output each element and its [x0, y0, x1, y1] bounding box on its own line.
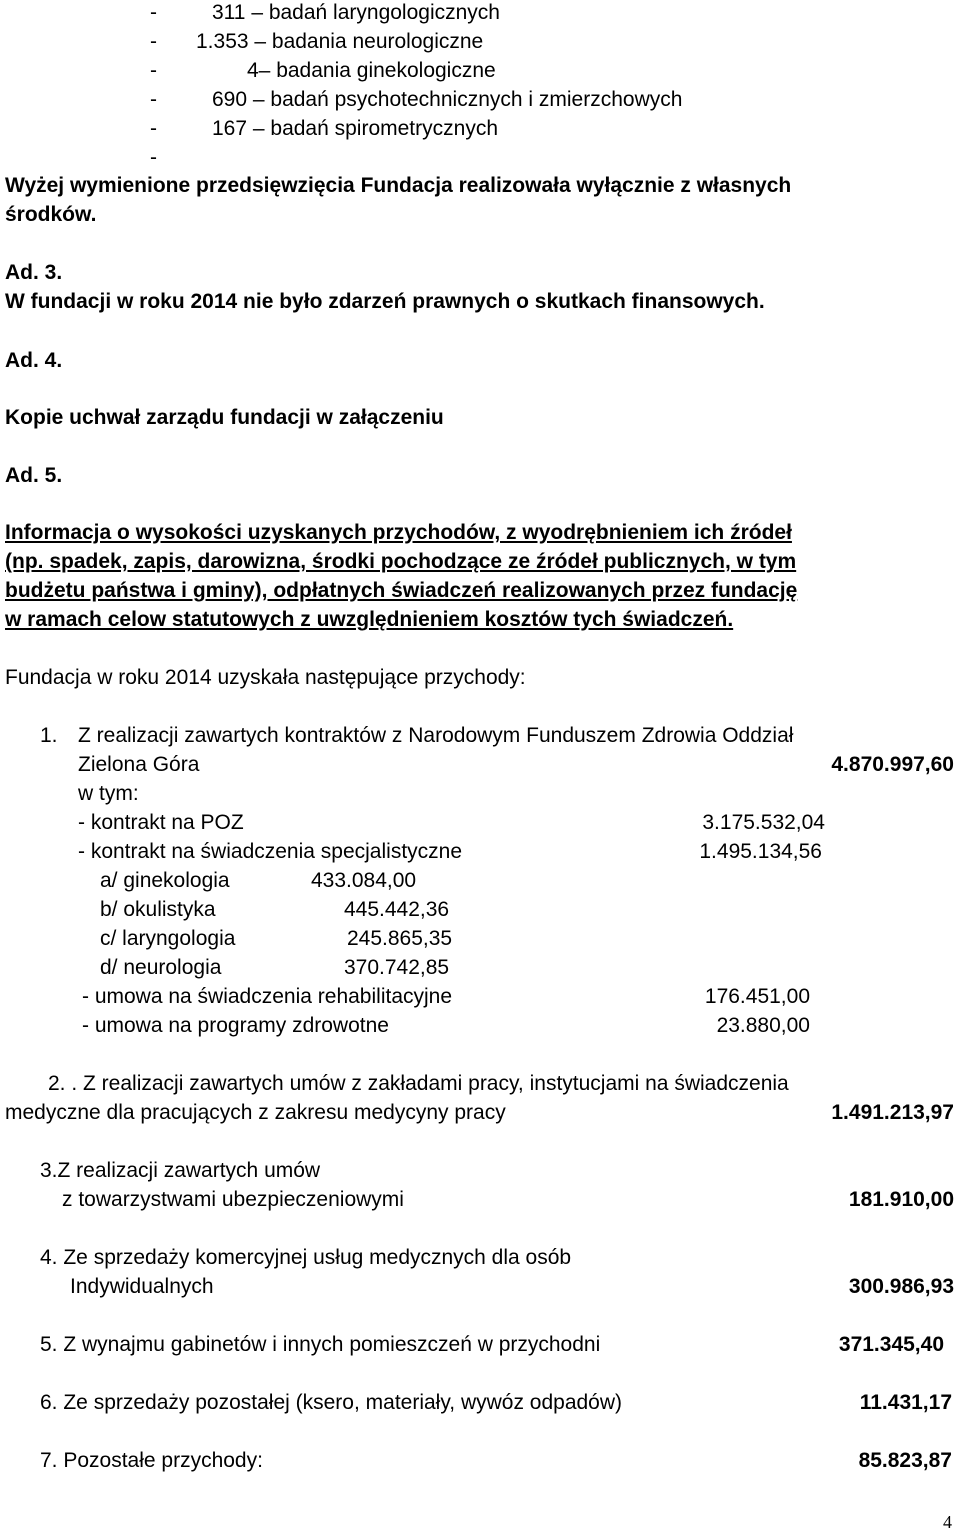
- list-item: 311 – badań laryngologicznych: [212, 1, 500, 24]
- ad5-heading-line: w ramach celow statutowych z uwzględnieniem kosztów tych świadczeń.: [5, 608, 734, 631]
- list-item: 167 – badań spirometrycznych: [212, 117, 498, 140]
- item-title: medyczne dla pracujących z zakresu medycyny pracy: [5, 1101, 506, 1124]
- sub-value: 176.451,00: [704, 985, 810, 1008]
- specialty-value: 445.442,36: [344, 898, 450, 921]
- section-heading-ad5: Ad. 5.: [5, 464, 63, 487]
- specialty-value: 370.742,85: [344, 956, 450, 979]
- in-which-label: w tym:: [78, 782, 139, 805]
- item-title: 4. Ze sprzedaży komercyjnej usług medycznych dla osób: [40, 1246, 572, 1269]
- specialty-label: d/ neurologia: [100, 956, 222, 979]
- funding-note-line: środków.: [5, 203, 97, 226]
- list-dash: -: [150, 88, 157, 111]
- item-title: Z realizacji zawartych kontraktów z Narodowym Funduszem Zdrowia Oddział: [78, 724, 794, 747]
- item-title: 2. . Z realizacji zawartych umów z zakładami pracy, instytucjami na świadczenia: [48, 1072, 789, 1095]
- sub-label: - umowa na programy zdrowotne: [82, 1014, 389, 1037]
- item-total: 11.431,17: [859, 1391, 952, 1414]
- list-dash: -: [150, 30, 157, 53]
- item-title: 5. Z wynajmu gabinetów i innych pomieszczeń w przychodni: [40, 1333, 601, 1356]
- specialty-label: b/ okulistyka: [100, 898, 216, 921]
- item-title: 3.Z realizacji zawartych umów: [40, 1159, 321, 1182]
- ad4-text: Kopie uchwał zarządu fundacji w załączeniu: [5, 406, 444, 429]
- specialty-label: a/ ginekologia: [100, 869, 230, 892]
- ad5-heading-line: (np. spadek, zapis, darowizna, środki pochodzące ze źródeł publicznych, w tym: [5, 550, 797, 573]
- section-heading-ad4: Ad. 4.: [5, 349, 63, 372]
- sub-value: 3.175.532,04: [702, 811, 825, 834]
- list-dash: -: [150, 117, 157, 140]
- item-total: 181.910,00: [848, 1188, 954, 1211]
- sub-label: - kontrakt na świadczenia specjalistyczne: [78, 840, 463, 863]
- list-item: 4– badania ginekologiczne: [247, 59, 496, 82]
- specialty-value: 433.084,00: [311, 869, 417, 892]
- specialty-value: 245.865,35: [347, 927, 453, 950]
- specialty-label: c/ laryngologia: [100, 927, 236, 950]
- item-title: 6. Ze sprzedaży pozostałej (ksero, materiały, wywóz odpadów): [40, 1391, 623, 1414]
- list-dash: -: [150, 146, 157, 169]
- page-number: 4: [943, 1512, 952, 1532]
- funding-note-line: Wyżej wymienione przedsięwzięcia Fundacja realizowała wyłącznie z własnych: [5, 174, 792, 197]
- sub-label: - umowa na świadczenia rehabilitacyjne: [82, 985, 453, 1008]
- list-dash: -: [150, 59, 157, 82]
- sub-value: 1.495.134,56: [699, 840, 822, 863]
- item-title: Zielona Góra: [78, 753, 200, 776]
- sub-value: 23.880,00: [716, 1014, 810, 1037]
- income-intro: Fundacja w roku 2014 uzyskała następujące przychody:: [5, 666, 526, 689]
- ad5-heading-line: budżetu państwa i gminy), odpłatnych świadczeń realizowanych przez fundację: [5, 579, 798, 602]
- item-total: 300.986,93: [848, 1275, 954, 1298]
- list-dash: -: [150, 1, 157, 24]
- item-title: z towarzystwami ubezpieczeniowymi: [62, 1188, 404, 1211]
- item-total: 1.491.213,97: [831, 1101, 954, 1124]
- list-item: 1.353 – badania neurologiczne: [196, 30, 484, 53]
- ad3-text: W fundacji w roku 2014 nie było zdarzeń prawnych o skutkach finansowych.: [5, 290, 765, 313]
- section-heading-ad3: Ad. 3.: [5, 261, 63, 284]
- ad5-heading-line: Informacja o wysokości uzyskanych przychodów, z wyodrębnieniem ich źródeł: [5, 521, 792, 544]
- item-total: 85.823,87: [858, 1449, 952, 1472]
- item-title: Indywidualnych: [70, 1275, 214, 1298]
- item-number: 1.: [40, 724, 58, 747]
- item-total: 371.345,40: [838, 1333, 944, 1356]
- item-total: 4.870.997,60: [831, 753, 954, 776]
- item-title: 7. Pozostałe przychody:: [40, 1449, 263, 1472]
- list-item: 690 – badań psychotechnicznych i zmierzchowych: [212, 88, 683, 111]
- sub-label: - kontrakt na POZ: [78, 811, 244, 834]
